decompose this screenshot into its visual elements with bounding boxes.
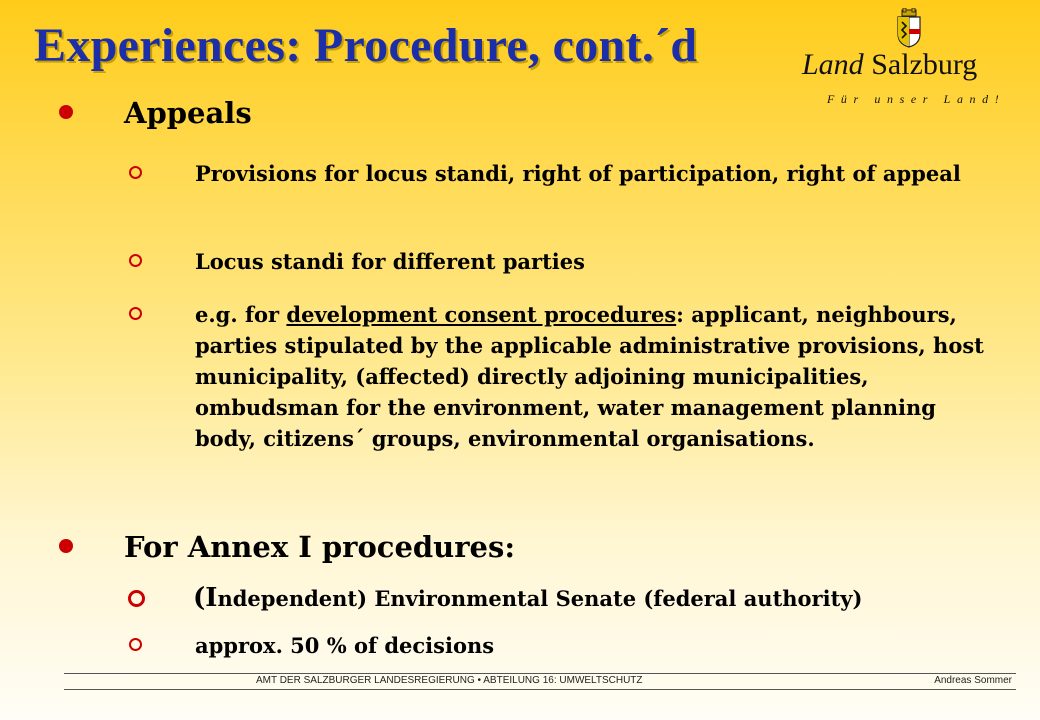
footer-author: Andreas Sommer xyxy=(934,675,1012,686)
subitem-environmental-senate: (Independent) Environmental Senate (federal authority) xyxy=(193,583,863,613)
land-salzburg-logo xyxy=(800,8,1025,108)
salzburg-crest-icon xyxy=(894,8,924,48)
footer-divider-top xyxy=(64,673,1016,674)
heading-annex-i: For Annex I procedures: xyxy=(124,530,516,564)
subitem-provisions: Provisions for locus standi, right of participation, right of appeal xyxy=(195,161,961,186)
logo-tagline: Für unser Land! xyxy=(827,92,1006,106)
sub-bullet-icon xyxy=(129,166,142,179)
sub-bullet-icon xyxy=(129,638,142,651)
subitem-decisions: approx. 50 % of decisions xyxy=(195,633,495,658)
heading-appeals: Appeals xyxy=(124,96,252,130)
sub-bullet-icon xyxy=(129,307,142,320)
bullet-icon xyxy=(59,105,73,119)
subitem-example-parties: e.g. for development consent procedures: applicant, neighbours, parties stipulated by the applicable administrative provisions, host municipality, (affected) directly adjoining municipalities, ombudsman for the environment, water management planning body, citizens´ groups, environmental organisations. xyxy=(195,302,984,451)
sub-bullet-icon xyxy=(129,254,142,267)
footer-department: AMT DER SALZBURGER LANDESREGIERUNG • ABTEILUNG 16: UMWELTSCHUTZ xyxy=(256,675,643,686)
slide-title: Experiences: Procedure, cont.´d xyxy=(34,19,698,72)
bullet-icon xyxy=(59,539,73,553)
subitem-locus-standi: Locus standi for different parties xyxy=(195,249,585,274)
sub-bullet-icon xyxy=(128,590,145,607)
underlined-term: development consent procedures xyxy=(286,302,677,327)
logo-wordmark: Land Salzburg xyxy=(802,48,978,81)
footer-divider-bottom xyxy=(64,689,1016,690)
